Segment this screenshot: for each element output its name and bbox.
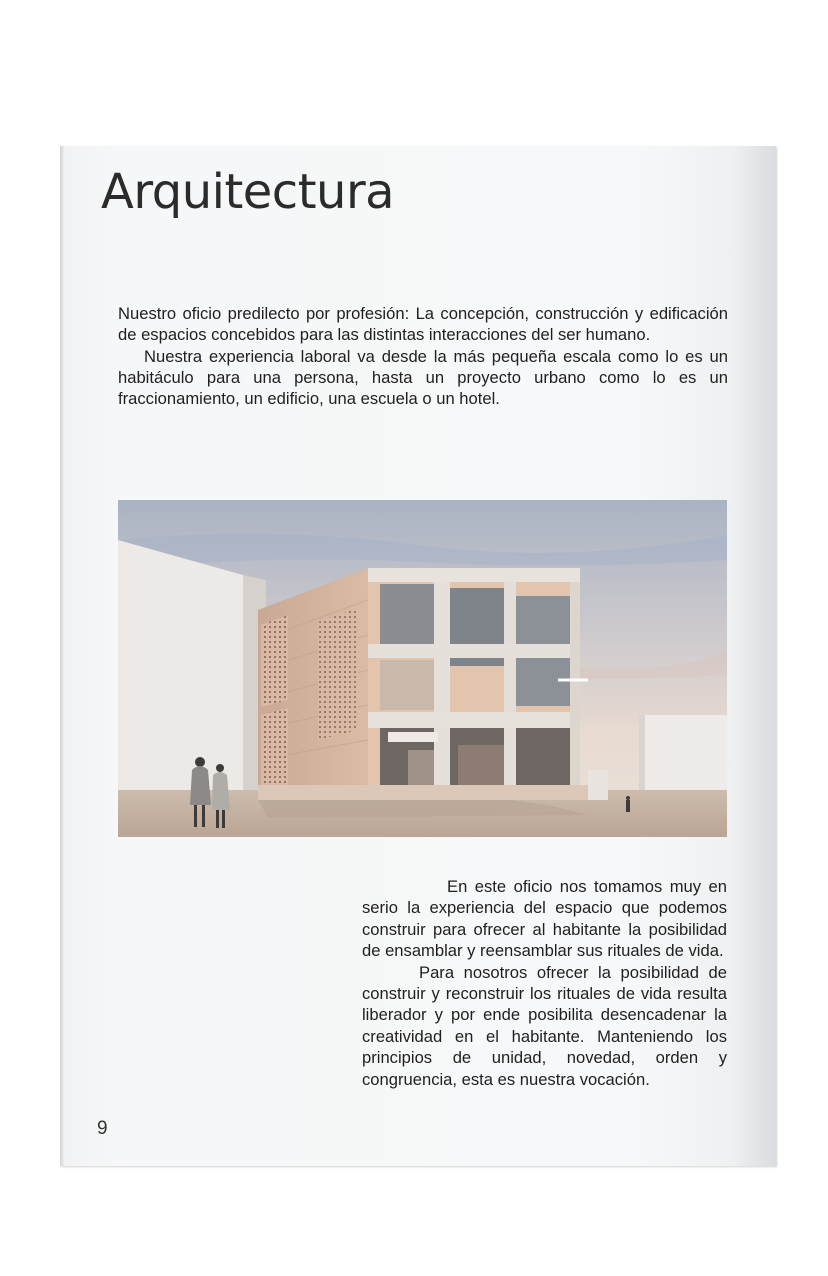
body-paragraph-1: En este oficio nos tomamos muy en serio la experiencia del espacio que podemos construir para ofrecer al habitante la posibilidad de ensamblar y reensamblar sus rituales de vida. <box>362 877 727 961</box>
architecture-rendering-image <box>118 500 727 837</box>
intro-text <box>118 303 728 409</box>
body-paragraph-2: Para nosotros ofrecer la posibilidad de construir y reconstruir los rituales de vida resulta liberador y por ende posibilita desencadenar la creatividad en el habitante. Manteniendo los principios de unidad, novedad, orden y congruencia, esta es nuestra vocación. <box>362 962 727 1089</box>
brochure-page <box>60 146 776 1166</box>
body-text <box>362 876 727 1090</box>
intro-paragraph-2: Nuestra experiencia laboral va desde la más pequeña escala como lo es un habitáculo para una persona, hasta un proyecto urbano como lo es un fraccionamiento, un edificio, una escuela o un hotel. <box>118 346 728 409</box>
page-title: Arquitectura <box>101 164 395 220</box>
page-number: 9 <box>97 1118 108 1139</box>
intro-paragraph-1: Nuestro oficio predilecto por profesión: La concepción, construcción y edificación de espacios concebidos para las distintas interacciones del ser humano. <box>118 304 728 345</box>
